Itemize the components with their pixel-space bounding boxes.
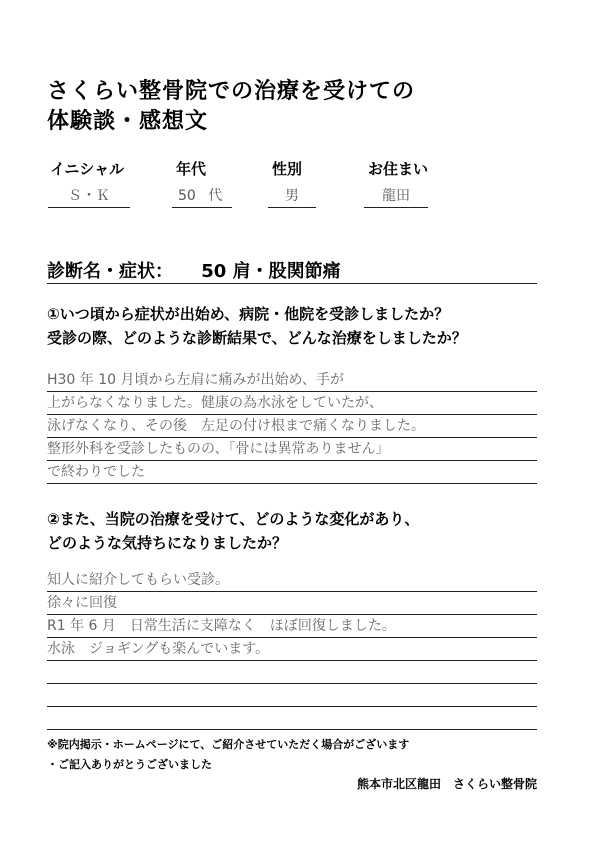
answer-2-line bbox=[47, 707, 537, 730]
question-2-line-2: どのような気持ちになりましたか？ bbox=[47, 534, 288, 552]
initials-label: イニシャル bbox=[50, 160, 125, 178]
answer-1-line: 泳げなくなり、その後 左足の付け根まで痛くなりました。 bbox=[47, 415, 537, 438]
diagnosis-row bbox=[47, 257, 537, 284]
answer-2-line: 知人に紹介してもらい受診。 bbox=[47, 569, 537, 592]
age-value: 50 bbox=[178, 188, 196, 204]
answer-1-line: で終わりでした bbox=[47, 461, 537, 484]
footer-note-2: ・ご記入ありがとうございました bbox=[47, 758, 212, 771]
answer-1-line: 上がらなくなりました。健康の為水泳をしていたが、 bbox=[47, 392, 537, 415]
answer-2-line: 徐々に回復 bbox=[47, 592, 537, 615]
residence-label: お住まい bbox=[368, 160, 429, 178]
age-suffix: 代 bbox=[208, 188, 223, 204]
answer-2-line bbox=[47, 661, 537, 684]
title-line-2: 体験談・感想文 bbox=[47, 109, 209, 134]
clinic-name: 熊本市北区龍田 さくらい整骨院 bbox=[356, 777, 537, 791]
answer-1-line: H30 年 10 月頃から左肩に痛みが出始め、手が bbox=[47, 369, 537, 392]
gender-label: 性別 bbox=[272, 160, 303, 178]
age-label: 年代 bbox=[176, 160, 207, 178]
answer-2-line: R1 年 6 月 日常生活に支障なく ほぼ回復しました。 bbox=[47, 615, 537, 638]
answer-1-line: 整形外科を受診したものの、「骨には異常ありません」 bbox=[47, 438, 537, 461]
question-1-line-1: ①いつ頃から症状が出始め、病院・他院を受診しましたか？ bbox=[47, 305, 450, 323]
question-2-line-1: ②また、当院の治療を受けて、どのような変化があり、 bbox=[47, 510, 420, 528]
gender-value: 男 bbox=[268, 186, 316, 208]
diagnosis-value: 50 肩・股関節痛 bbox=[201, 261, 341, 282]
answer-2-line bbox=[47, 684, 537, 707]
initials-value: Ｓ・Ｋ bbox=[48, 186, 130, 208]
answer-2-line: 水泳 ジョギングも楽んでいます。 bbox=[47, 638, 537, 661]
footer-note-1: ※院内掲示・ホームページにて、ご紹介させていただく場合がございます bbox=[47, 738, 410, 751]
age-field bbox=[172, 186, 232, 208]
residence-value: 龍田 bbox=[364, 186, 428, 208]
diagnosis-label: 診断名・症状： bbox=[47, 261, 173, 282]
title-line-1: さくらい整骨院での治療を受けての bbox=[47, 79, 416, 104]
question-1-line-2: 受診の際、どのような診断結果で、どんな治療をしましたか？ bbox=[47, 329, 467, 347]
